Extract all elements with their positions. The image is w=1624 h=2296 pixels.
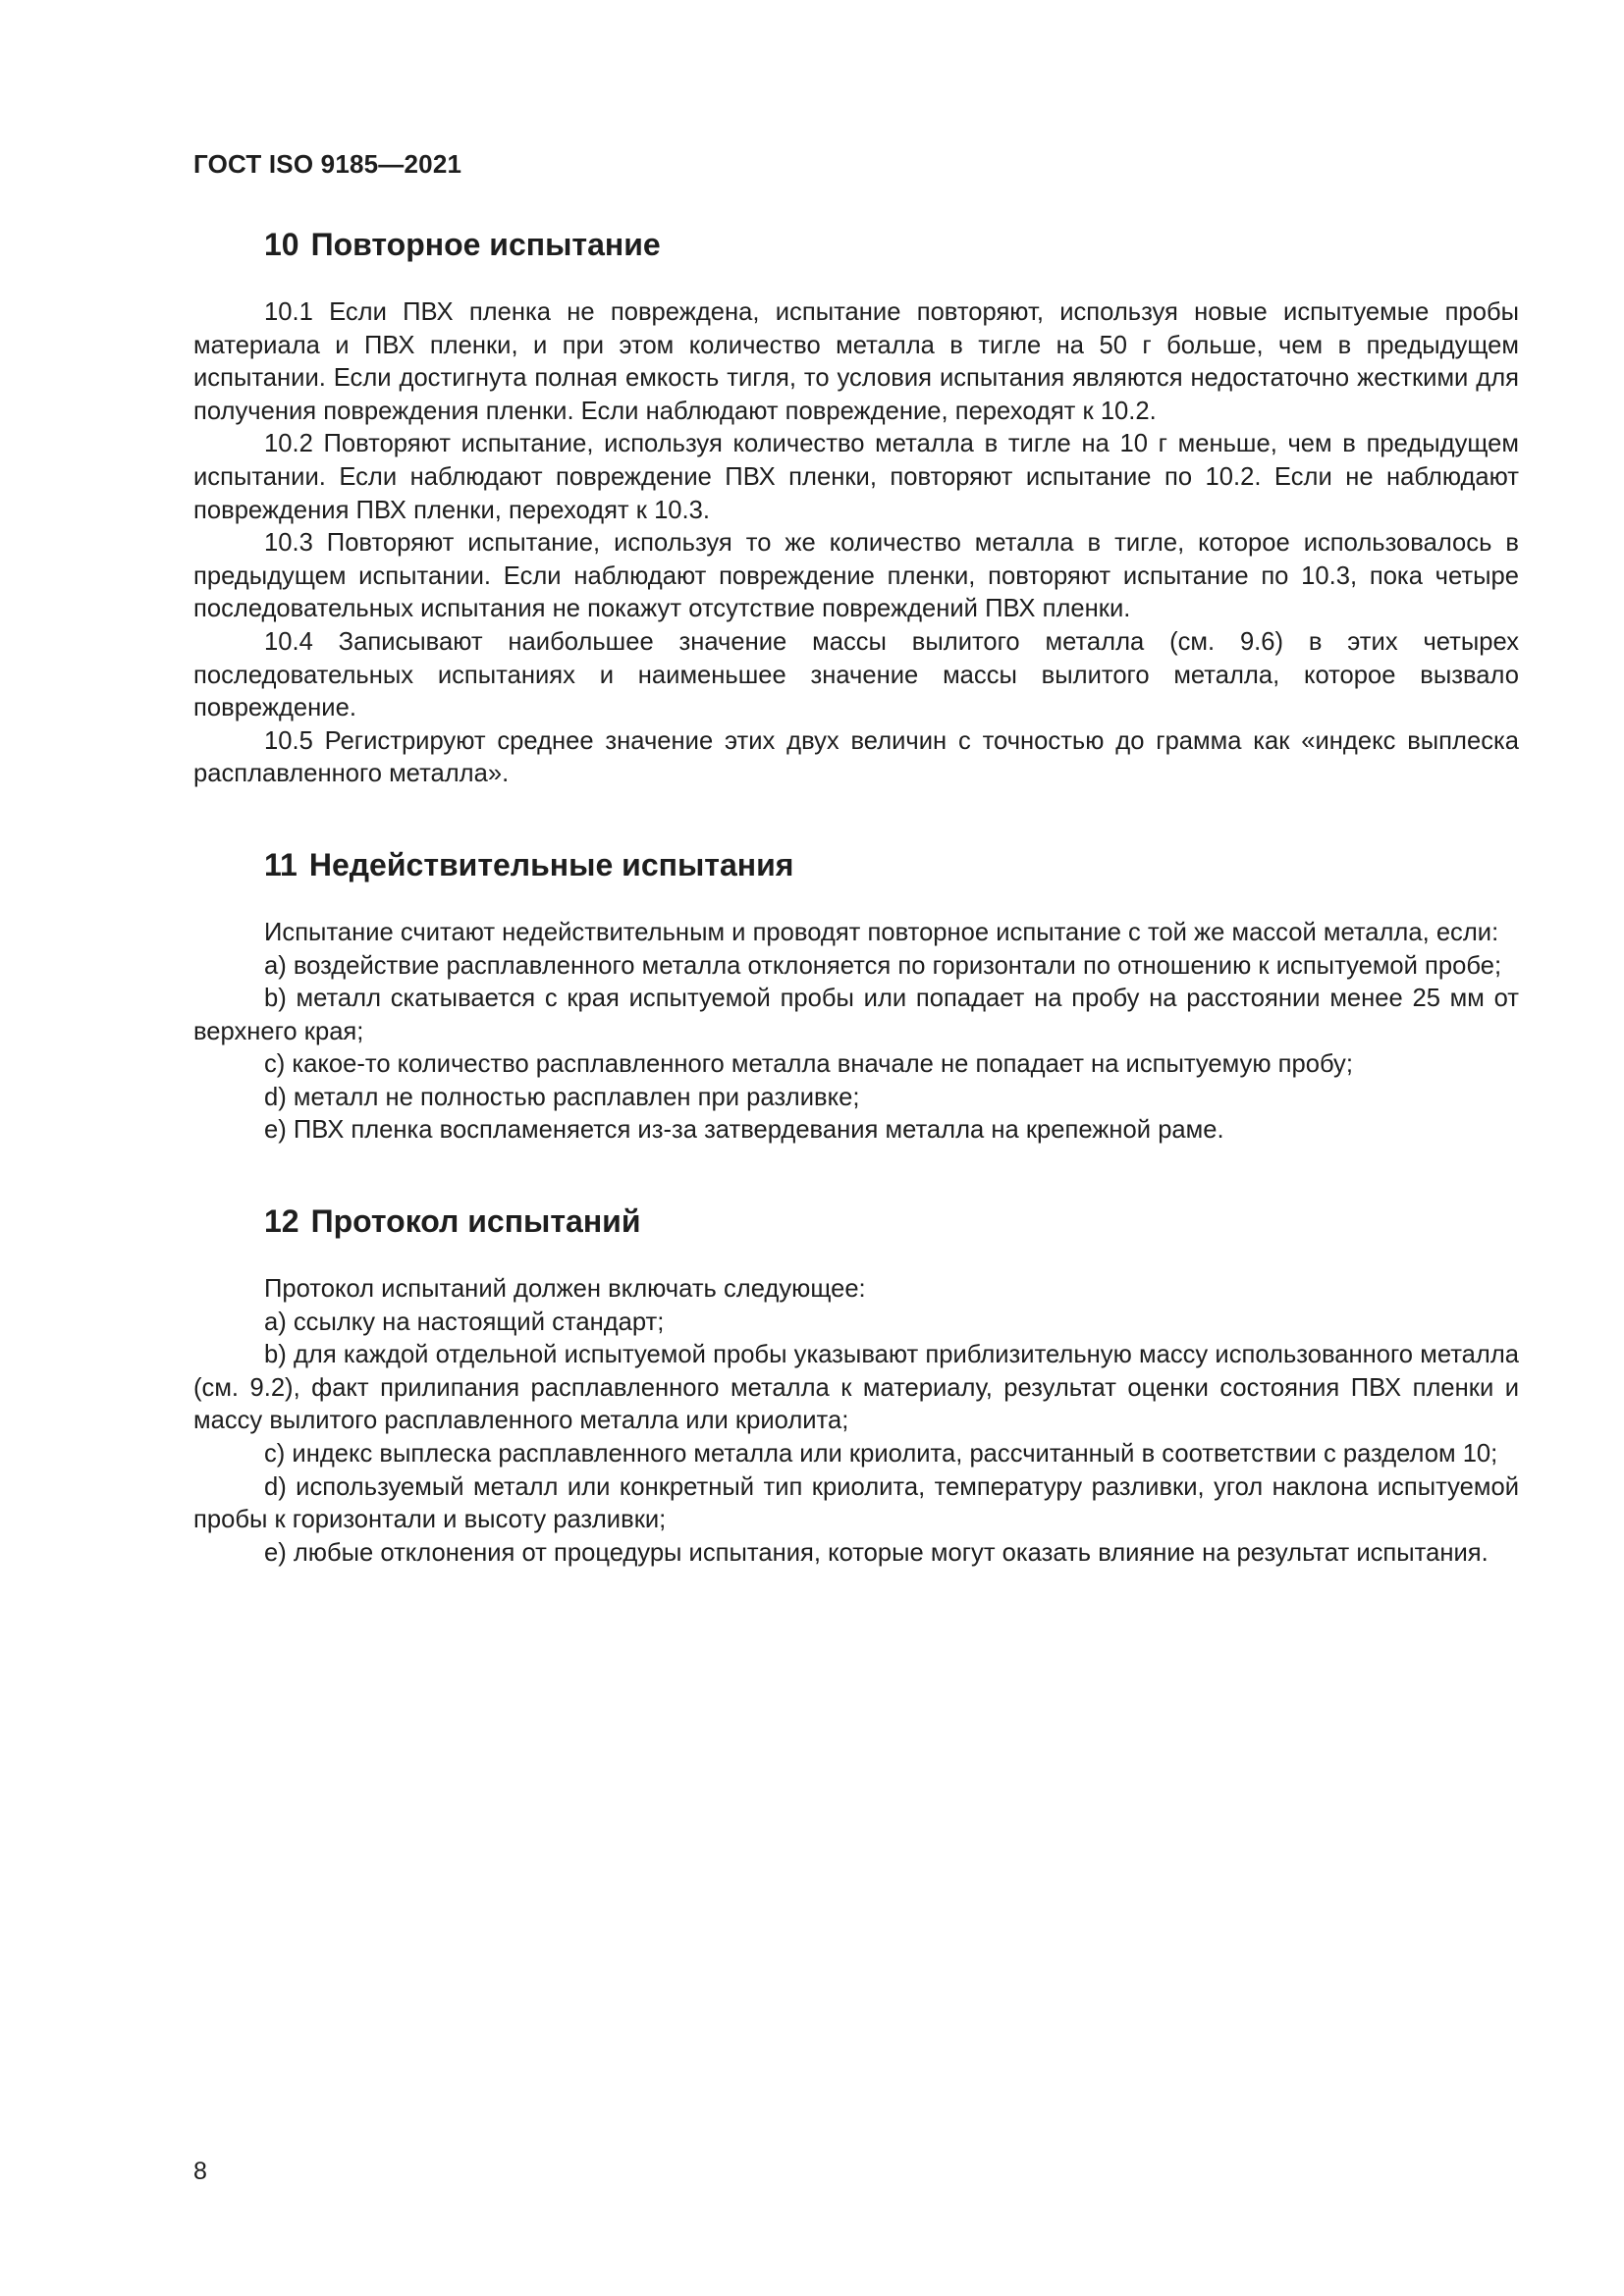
paragraph-10-4: 10.4 Записывают наибольшее значение массы вылитого металла (см. 9.6) в этих четырех последовательных испытаниях и наименьшее значение массы вылитого металла, которое вызвало повреждение.: [193, 627, 1519, 722]
section-title: Протокол испытаний: [310, 1203, 641, 1240]
list-item-d: d) металл не полностью расплавлен при разливке;: [264, 1083, 860, 1111]
list-item-d: d) используемый металл или конкретный тип криолита, температуру разливки, угол наклона испытуемой пробы к горизонтали и высоту разливки;: [193, 1472, 1519, 1534]
section-title: Повторное испытание: [310, 227, 661, 262]
list-item-b: b) металл скатывается с края испытуемой пробы или попадает на пробу на расстоянии менее 25 мм от верхнего края;: [193, 985, 1519, 1045]
paragraph-10-2: 10.2 Повторяют испытание, используя количество металла в тигле на 10 г меньше, чем в предыдущем испытании. Если наблюдают повреждение ПВХ пленки, повторяют испытание по 10.2. Если не наблюдают повреждения ПВХ пленки, переходят к 10.3.: [193, 430, 1519, 524]
section-number: 10: [264, 227, 299, 262]
paragraph-10-3: 10.3 Повторяют испытание, используя то же количество металла в тигле, которое использовалось в предыдущем испытании. Если наблюдают повреждение пленки, повторяют испытание по 10.3, пока четыре последовательных испытания не покажут отсутствие повреждений ПВХ пленки.: [193, 529, 1519, 623]
paragraph-intro: Испытание считают недействительным и проводят повторное испытание с той же массой металла, если:: [264, 918, 1499, 946]
list-item-c: c) индекс выплеска расплавленного металла или криолита, рассчитанный в соответствии с разделом 10;: [264, 1440, 1498, 1468]
section-heading: [193, 218, 1519, 271]
document-body: [193, 218, 1519, 1570]
section-heading: [193, 1195, 1519, 1248]
list-item-c: c) какое-то количество расплавленного металла вначале не попадает на испытуемую пробу;: [264, 1050, 1353, 1079]
list-item-a: a) ссылку на настоящий стандарт;: [264, 1308, 665, 1336]
section-number: 11: [264, 846, 298, 882]
paragraph-10-1: 10.1 Если ПВХ пленка не повреждена, испытание повторяют, используя новые испытуемые пробы материала и ПВХ пленки, и при этом количество металла в тигле на 50 г больше, чем в предыдущем испытании. Если достигнута полная емкость тигля, то условия испытания являются недостаточно жесткими для получения повреждения пленки. Если наблюдают повреждение, переходят к 10.2.: [193, 298, 1519, 425]
list-item-e: e) ПВХ пленка воспламеняется из-за затвердевания металла на крепежной раме.: [264, 1116, 1224, 1145]
section-heading: [193, 838, 1519, 891]
section-12-test-report: [193, 1195, 1519, 1570]
section-title: Недействительные испытания: [308, 846, 794, 882]
section-number: 12: [264, 1203, 299, 1240]
section-11-invalid-tests: [193, 838, 1519, 1148]
paragraph-10-5: 10.5 Регистрируют среднее значение этих двух величин с точностью до грамма как «индекс выплеска расплавленного металла».: [193, 726, 1519, 788]
page-number: 8: [193, 2158, 207, 2185]
list-item-a: a) воздействие расплавленного металла отклоняется по горизонтали по отношению к испытуемой пробе;: [264, 951, 1502, 980]
paragraph-intro: Протокол испытаний должен включать следующее:: [264, 1275, 866, 1304]
list-item-b: b) для каждой отдельной испытуемой пробы указывают приблизительную массу использованного металла (см. 9.2), факт прилипания расплавленного металла к материалу, результат оценки состояния ПВХ пленки и массу вылитого расплавленного металла или криолита;: [193, 1341, 1519, 1435]
document-code: ГОСТ ISO 9185—2021: [193, 149, 462, 179]
section-10-repeat-test: [193, 218, 1519, 791]
list-item-e: e) любые отклонения от процедуры испытания, которые могут оказать влияние на результат испытания.: [264, 1538, 1489, 1567]
